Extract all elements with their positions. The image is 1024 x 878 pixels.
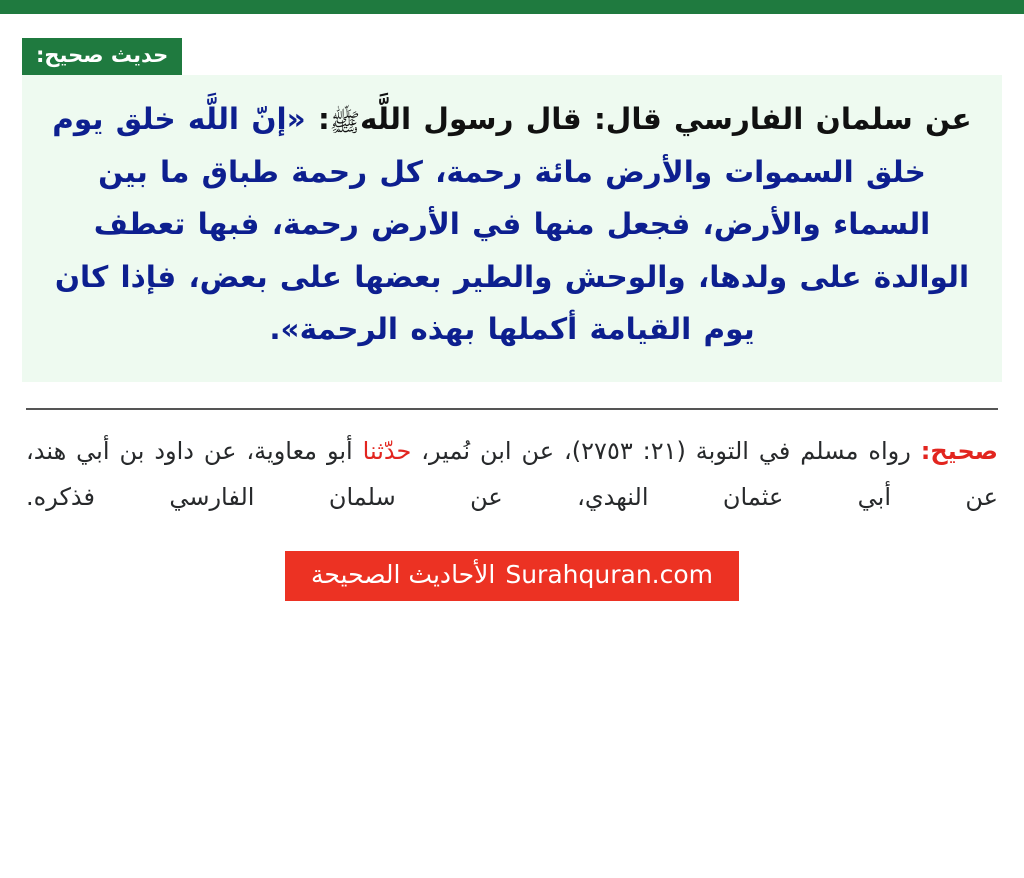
hadith-label-row xyxy=(22,38,1002,75)
hadith-body: «إنّ اللَّه خلق يوم خلق السموات والأرض مائة رحمة، كل رحمة طباق ما بين السماء والأرض، فجعل منها في الأرض رحمة، فبها تعطف الوالدة على ولدها، والوحش والطير بعضها على بعض، فإذا كان يوم القيامة أكملها بهذه الرحمة». xyxy=(52,102,970,347)
site-name[interactable]: Surahquran.com xyxy=(505,560,713,590)
takhrij-part-one: رواه مسلم في التوبة (٢١: ٢٧٥٣)، عن ابن نُمير، xyxy=(421,436,911,465)
site-footer-badge[interactable] xyxy=(285,551,739,601)
hadith-text xyxy=(48,93,976,356)
takhrij-part-two: أبو معاوية، عن داود بن أبي هند، عن أبي عثمان النهدي، عن سلمان الفارسي فذكره. xyxy=(26,436,998,512)
document-content xyxy=(0,14,1024,601)
takhrij-highlight: حدّثنا xyxy=(362,436,412,465)
hadith-quote-box xyxy=(22,75,1002,382)
status-badge: حديث صحيح: xyxy=(22,38,182,75)
top-accent-bar xyxy=(0,0,1024,14)
hadith-narrator-intro: عن سلمان الفارسي قال: قال رسول اللَّه xyxy=(359,102,972,137)
section-divider xyxy=(26,408,998,410)
footer-arabic-label: الأحاديث الصحيحة xyxy=(311,560,496,590)
footer-row xyxy=(22,551,1002,601)
sallallahu-icon: ﷺ xyxy=(329,108,360,138)
grade-label: صحيح: xyxy=(920,436,998,465)
hadith-colon: : xyxy=(317,102,330,137)
takhrij-paragraph xyxy=(22,428,1002,522)
